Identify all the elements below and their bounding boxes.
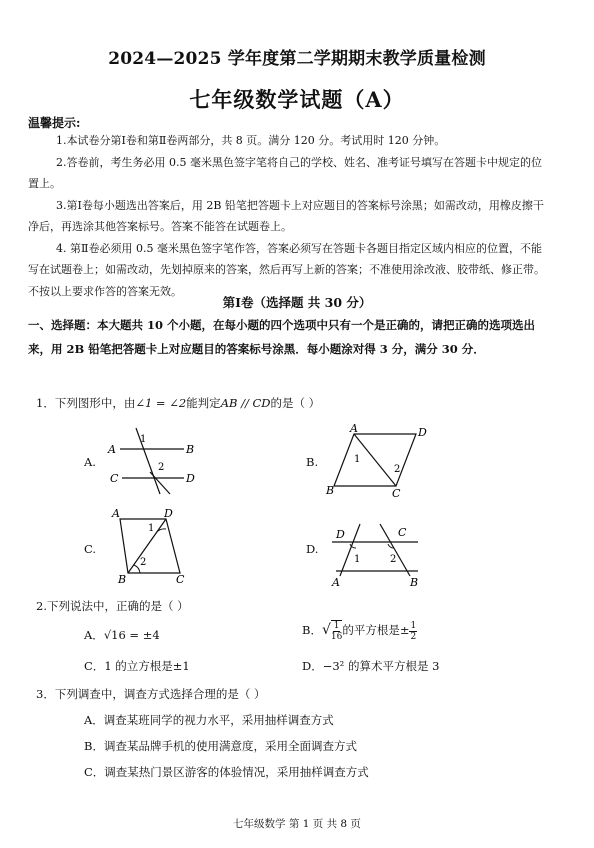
q1-stem-math: AB // CD (220, 396, 271, 410)
label-b: B (326, 484, 335, 497)
tip-item: 2.答卷前，考生务必用 0.5 毫米黑色签字笔将自己的学校、姓名、准考证号填写在答题卡中规定的位置上。 (28, 155, 542, 190)
q3-option-b: B．调查某品牌手机的使用满意度，采用全面调查方式 (84, 739, 357, 753)
angle-2-label: 2 (394, 464, 401, 475)
q1-figure-a (100, 420, 210, 500)
option-text: √16 = ±4 (103, 628, 160, 642)
option-text: −3² 的算术平方根是 3 (322, 659, 440, 673)
tip-item: 1.本试卷分第Ⅰ卷和第Ⅱ卷两部分，共 8 页。满分 120 分。考试用时 120 分钟。 (56, 134, 446, 147)
q3-option-a: A．调查某班同学的视力水平，采用抽样调查方式 (84, 713, 334, 727)
q1-figure-d (322, 518, 432, 588)
angle-1-label: 1 (148, 523, 155, 534)
section-heading: 第Ⅰ卷（选择题 共 30 分） (222, 295, 372, 310)
label-d: D (164, 507, 173, 520)
frac-num: 1 (410, 620, 417, 631)
q1-option-a-label: A. (84, 455, 96, 469)
option-label: B． (302, 623, 322, 637)
q1-stem-math: ∠1 = ∠2 (135, 396, 187, 410)
page-footer: 七年级数学 第 1 页 共 8 页 (233, 818, 361, 830)
tips-list (28, 130, 545, 302)
label-a: A (350, 422, 358, 435)
q1-option-d-label: D. (306, 542, 319, 556)
q1-figure-c (102, 505, 202, 587)
q1-figure-b (318, 420, 438, 500)
label-d: D (336, 528, 345, 541)
label-d: D (186, 472, 195, 485)
frac-den: 2 (410, 631, 417, 642)
option-label: C． (84, 659, 105, 673)
label-d: D (418, 426, 427, 439)
question-1-stem (36, 395, 320, 411)
frac-one-half (409, 621, 417, 642)
exam-subtitle: 七年级数学试题（A） (189, 87, 405, 112)
label-c: C (392, 487, 401, 500)
q1-stem-text: 1．下列图形中，由 (36, 396, 136, 410)
q1-stem-text: 能判定 (186, 396, 221, 410)
tips-heading: 温馨提示: (28, 116, 81, 130)
option-text: 的平方根是± (342, 623, 410, 637)
angle-2-label: 2 (158, 462, 165, 473)
label-c: C (110, 472, 119, 485)
q3-option-c: C．调查某热门景区游客的体验情况，采用抽样调查方式 (84, 765, 369, 779)
frac-one-sixteenth (331, 620, 342, 642)
label-b: B (118, 573, 127, 586)
q2-option-b: B．√ $\frac{1}{16}$ 的平方根是± $\frac{1}{2}$ (302, 620, 417, 642)
angle-1-label: 1 (140, 434, 147, 445)
angle-2-label: 2 (390, 554, 397, 565)
angle-1-label: 1 (354, 454, 361, 465)
label-a: A (112, 507, 120, 520)
question-3-stem: 3．下列调查中，调查方式选择合理的是（ ） (36, 687, 266, 701)
q1-option-c-label: C. (84, 542, 97, 556)
label-b: B (410, 576, 419, 588)
label-b: B (186, 443, 195, 456)
label-a: A (332, 576, 340, 588)
q2-option-c (84, 658, 190, 674)
label-c: C (176, 573, 185, 586)
label-a: A (108, 443, 116, 456)
q2-option-d (302, 658, 439, 674)
option-label: A． (84, 628, 104, 642)
frac-num: 1 (333, 621, 340, 631)
tip-item: 3.第Ⅰ卷每小题选出答案后，用 2B 铅笔把答题卡上对应题目的答案标号涂黑；如需改动，用橡皮擦干净后，再选涂其他答案标号。答案不能答在试题卷上。 (28, 198, 544, 233)
question-2-stem: 2.下列说法中，正确的是（ ） (36, 599, 189, 613)
option-text: 1 的立方根是±1 (104, 659, 190, 673)
frac-den: 16 (330, 632, 343, 642)
exam-title: 2024—2025 学年度第二学期期末教学质量检测 (108, 49, 486, 69)
angle-1-label: 1 (354, 554, 361, 565)
section-intro: 一、选择题：本大题共 10 个小题，在每小题的四个选项中只有一个是正确的，请把正确的选项选出来，用 2B 铅笔把答题卡上对应题目的答案标号涂黑．每小题涂对得 3 分，满分 30 分． (28, 318, 536, 356)
q1-option-b-label: B. (306, 455, 319, 469)
option-label: D． (302, 659, 323, 673)
tip-item: 4. 第Ⅱ卷必须用 0.5 毫米黑色签字笔作答，答案必须写在答题卡各题目指定区域内相应的位置，不能写在试题卷上；如需改动，先划掉原来的答案，然后再写上新的答案；不准使用涂改液、胶带纸、修正带。不按以上要求作答的答案无效。 (28, 241, 545, 298)
label-c: C (398, 526, 407, 539)
q1-stem-text: 的是（ ） (270, 396, 321, 410)
angle-2-label: 2 (140, 557, 147, 568)
q2-option-a (84, 627, 160, 643)
